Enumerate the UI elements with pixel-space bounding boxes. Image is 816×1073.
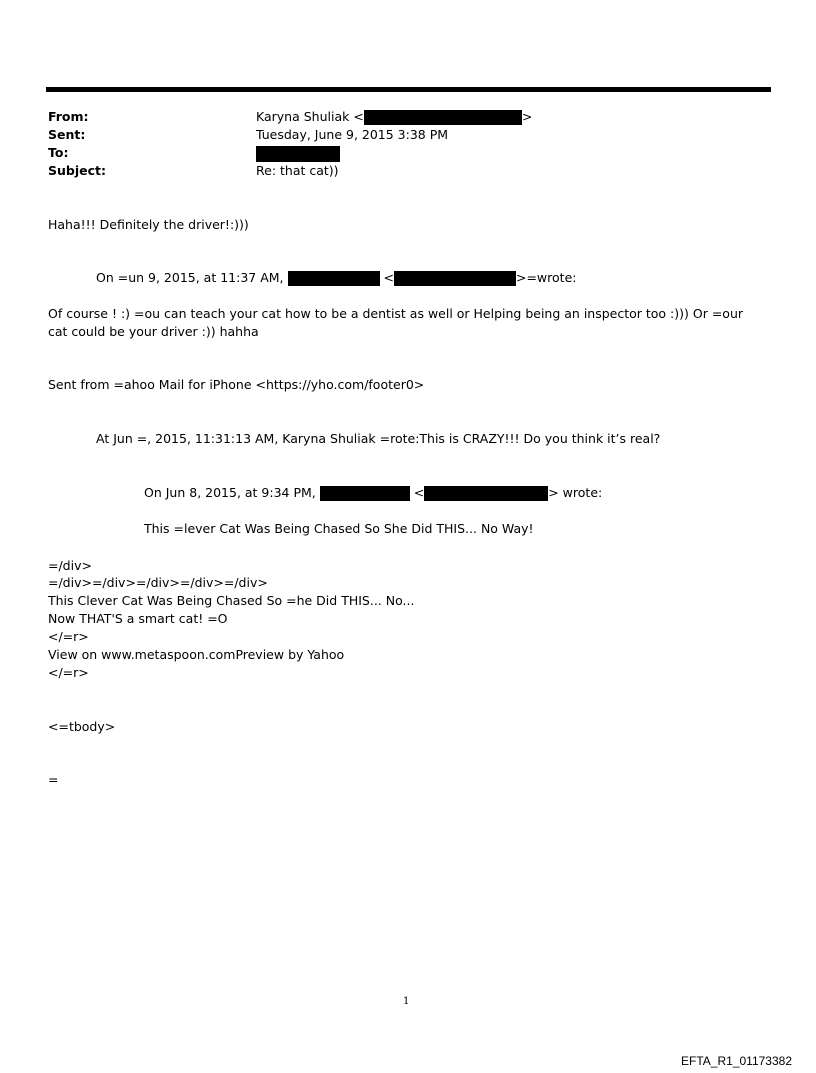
- subject-value: Re: that cat)): [256, 163, 339, 178]
- raw-html-line: View on www.metaspoon.comPreview by Yahoo: [48, 647, 345, 662]
- header-rule: [46, 87, 771, 92]
- sent-label: Sent:: [48, 127, 86, 142]
- redaction-box: [394, 271, 516, 286]
- quote3-header: [144, 484, 602, 502]
- to-label: To:: [48, 145, 69, 160]
- redaction-box: [320, 486, 410, 501]
- quote1-wrote: >=wrote:: [515, 270, 577, 285]
- quote2-text: At Jun =, 2015, 11:31:13 AM, Karyna Shuliak =rote:This is CRAZY!!! Do you think it’s real?: [96, 431, 661, 446]
- quote3-wrote: > wrote:: [548, 485, 603, 500]
- quote1-text: Of course ! :) =ou can teach your cat how to be a dentist as well or Helping being an inspector too :))) Or =our cat could be your driver :)) hahha: [48, 306, 744, 339]
- from-name: Karyna Shuliak <: [256, 109, 364, 124]
- redaction-box: [256, 146, 340, 162]
- raw-html-line: =/div>=/div>=/div>=/div>=/div>: [48, 575, 268, 590]
- raw-html-line: </=r>: [48, 665, 89, 680]
- raw-html-line: </=r>: [48, 629, 89, 644]
- from-close: >: [521, 109, 533, 124]
- raw-html-line: =/div>: [48, 558, 92, 573]
- sent-value: Tuesday, June 9, 2015 3:38 PM: [256, 127, 449, 142]
- redaction-box: [424, 486, 548, 501]
- quote1-lt: <: [383, 270, 394, 285]
- page-number: 1: [403, 996, 410, 1007]
- quote3-text: This =lever Cat Was Being Chased So She Did THIS... No Way!: [144, 521, 534, 536]
- to-value: [256, 144, 340, 162]
- raw-html-line: Now THAT'S a smart cat! =O: [48, 611, 228, 626]
- from-label: From:: [48, 109, 89, 124]
- redaction-box: [364, 110, 522, 125]
- quote3-date: On Jun 8, 2015, at 9:34 PM,: [144, 485, 316, 500]
- equals-line: =: [48, 772, 59, 787]
- tbody-line: <=tbody>: [48, 719, 116, 734]
- raw-html-line: This Clever Cat Was Being Chased So =he Did THIS... No...: [48, 593, 415, 608]
- quote3-lt: <: [413, 485, 425, 500]
- from-value: [256, 108, 532, 126]
- bates-number: EFTA_R1_01173382: [681, 1054, 792, 1068]
- reply-text: Haha!!! Definitely the driver!:))): [48, 217, 249, 232]
- quote1-header: [96, 269, 576, 287]
- subject-label: Subject:: [48, 163, 106, 178]
- sent-from-signature: Sent from =ahoo Mail for iPhone <https://yho.com/footer0>: [48, 377, 425, 392]
- redaction-box: [288, 271, 380, 286]
- quote1-date: On =un 9, 2015, at 11:37 AM,: [96, 270, 284, 285]
